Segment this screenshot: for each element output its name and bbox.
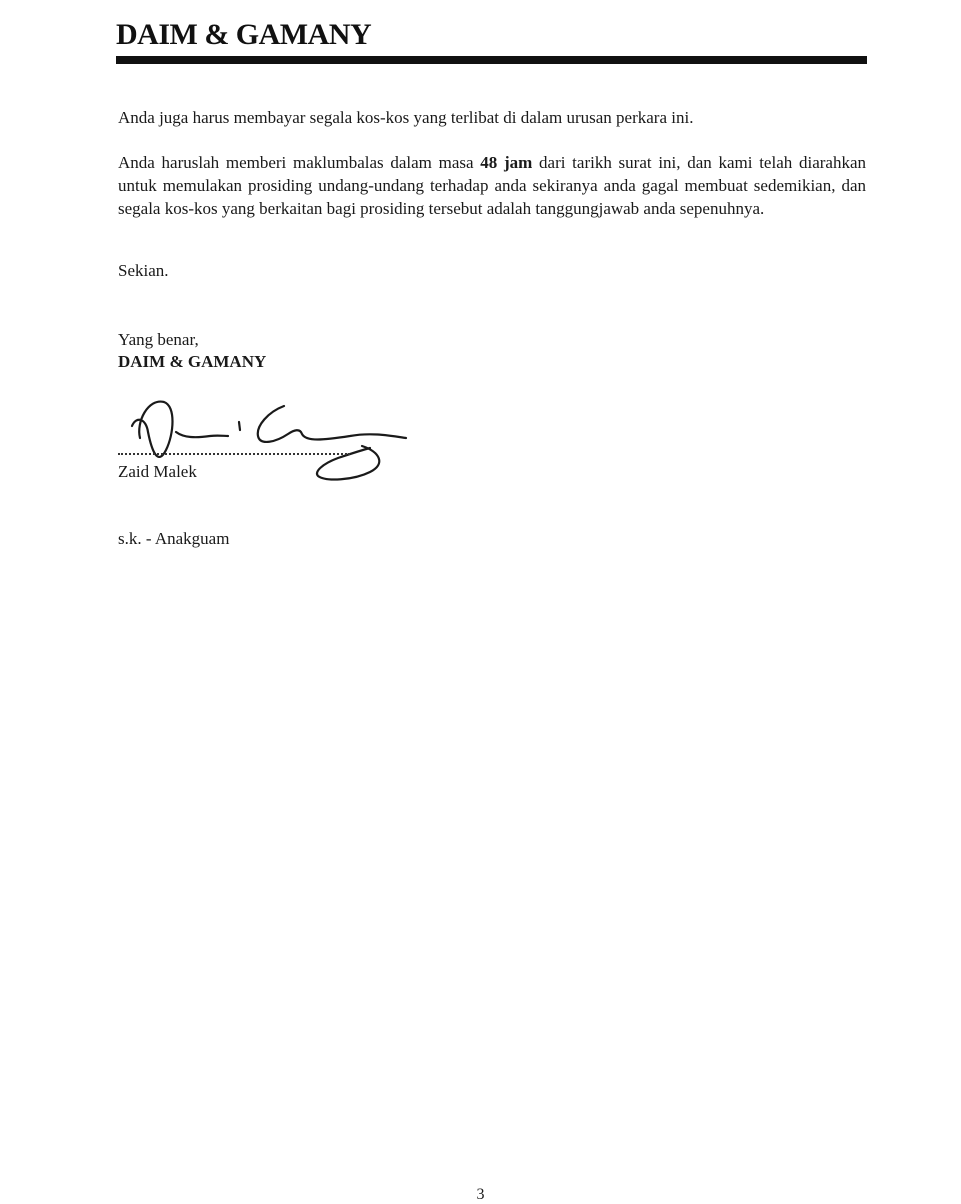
signer-name: Zaid Malek bbox=[118, 462, 197, 481]
deadline-text-end: dari tarikh surat ini, dan kami telah diarahkan untuk memulakan prosiding undang-undang terhadap anda sekiranya anda gagal membuat sedemikian, dan segala kos-kos yang berkaitan bagi prosiding tersebut adalah tanggungjawab anda sepenuhnya. bbox=[118, 153, 866, 218]
regards-line: Yang benar, bbox=[118, 330, 199, 349]
body-paragraph-costs: Anda juga harus membayar segala kos-kos yang terlibat di dalam urusan perkara ini. bbox=[118, 108, 694, 127]
signoff-firm-name: DAIM & GAMANY bbox=[118, 352, 267, 371]
carbon-copy-line: s.k. - Anakguam bbox=[118, 529, 230, 548]
deadline-emphasis: 48 jam bbox=[480, 153, 533, 172]
letterhead-firm-name: DAIM & GAMANY bbox=[116, 18, 372, 51]
closing-remark: Sekian. bbox=[118, 261, 169, 280]
signature-dotted-line bbox=[118, 453, 350, 455]
page-number: 3 bbox=[476, 1186, 485, 1203]
deadline-text-start: Anda haruslah memberi maklumbalas dalam masa bbox=[118, 153, 481, 172]
body-paragraph-deadline bbox=[118, 151, 866, 220]
letterhead-rule bbox=[116, 56, 867, 64]
